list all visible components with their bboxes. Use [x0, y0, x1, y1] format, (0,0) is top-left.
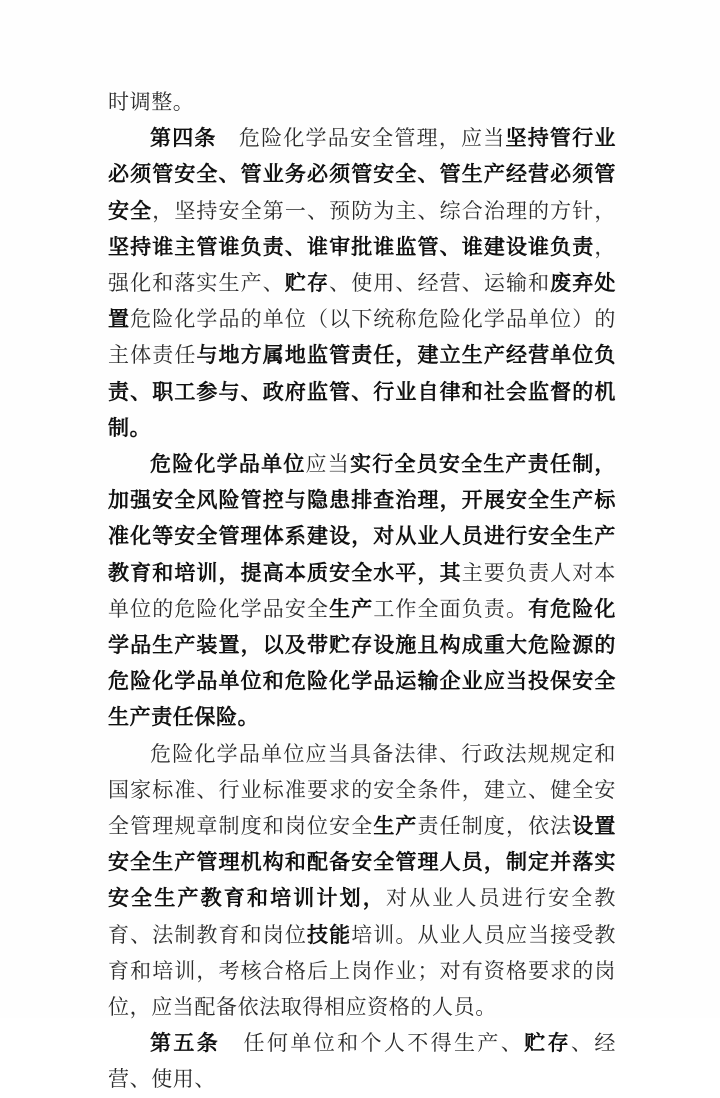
- text-run: 工作全面负责。: [373, 596, 529, 621]
- text-run: 、使用、经营、运输和: [329, 271, 551, 296]
- text-run: 主要负责人对本单位的危险化学品安全: [108, 560, 617, 621]
- text-run: ，坚持安全第一、预防为主、综合治理的方针，: [152, 198, 616, 223]
- text-run: 任何单位和个人不得生产、: [220, 1031, 525, 1056]
- bold-text-run: 贮存: [284, 271, 330, 296]
- article-4-paragraph: [108, 120, 616, 446]
- bold-text-run: 技能: [306, 922, 352, 947]
- bold-text-run: 坚持谁主管谁负责、谁审批谁监管、谁建设谁负责: [108, 234, 595, 259]
- text-run: 应当: [305, 452, 350, 477]
- paragraph-continuation: [108, 84, 616, 120]
- text-run: 危险化学品单位应当具备法律、行政法规规定和国家标准、行业标准要求的安全条件，建立、健全安全管理规章制度和岗位安全: [108, 741, 616, 839]
- bold-text-run: 实行全员安全生产责任制，加强安全风险管控与隐患排查治理，开展安全生产标准化等安全管理体系建设，对从业人员进行安全生产教育和培训，提高本质安全水平，其: [108, 452, 617, 585]
- article-4-safety-conditions-paragraph: [108, 736, 616, 1026]
- article-4-unit-responsibility-paragraph: [108, 446, 616, 736]
- bold-text-run: 生产: [373, 814, 418, 839]
- text-run: 危险化学品的单位（以下统称危险化学品单位）的主体责任: [108, 307, 616, 368]
- text-run: 责任制度，依法: [417, 814, 573, 839]
- regulation-text: [108, 84, 616, 1098]
- bold-text-run: 第四条: [150, 126, 217, 151]
- bold-text-run: 生产: [329, 596, 374, 621]
- text-run: 对从业人员进行安全教育、法制教育和岗位: [108, 886, 617, 947]
- bold-text-run: 第五条: [150, 1031, 221, 1056]
- text-run: 时调整。: [108, 90, 195, 114]
- text-run: ，强化和落实生产、: [108, 234, 616, 296]
- bold-text-run: 有危险化学品生产装置，以及带贮存设施且构成重大危险源的危险化学品单位和危险化学品运输企业应当投保安全生产责任保险。: [108, 596, 617, 730]
- text-run: 危险化学品安全管理，应当: [216, 126, 506, 151]
- article-5-paragraph: [108, 1025, 616, 1097]
- bold-text-run: 与地方属地监管责任，建立生产经营单位负责、职工参与、政府监管、行业自律和社会监督的机制。: [108, 343, 616, 440]
- text-run: 、经营、使用、: [108, 1031, 616, 1092]
- bold-text-run: 贮存: [524, 1031, 571, 1056]
- text-run: 培训。从业人员应当接受教育和培训，考核合格后上岗作业；对有资格要求的岗位，应当配备依法取得相应资格的人员。: [108, 922, 616, 1020]
- bold-text-run: 危险化学品单位: [150, 452, 306, 477]
- bold-text-run: 设置安全生产管理机构和配备安全管理人员，制定并落实安全生产教育和培训计划，: [108, 814, 617, 911]
- bold-text-run: 废弃处置: [108, 271, 616, 332]
- bold-text-run: 坚持管行业必须管安全、管业务必须管安全、管生产经营必须管安全: [108, 126, 616, 223]
